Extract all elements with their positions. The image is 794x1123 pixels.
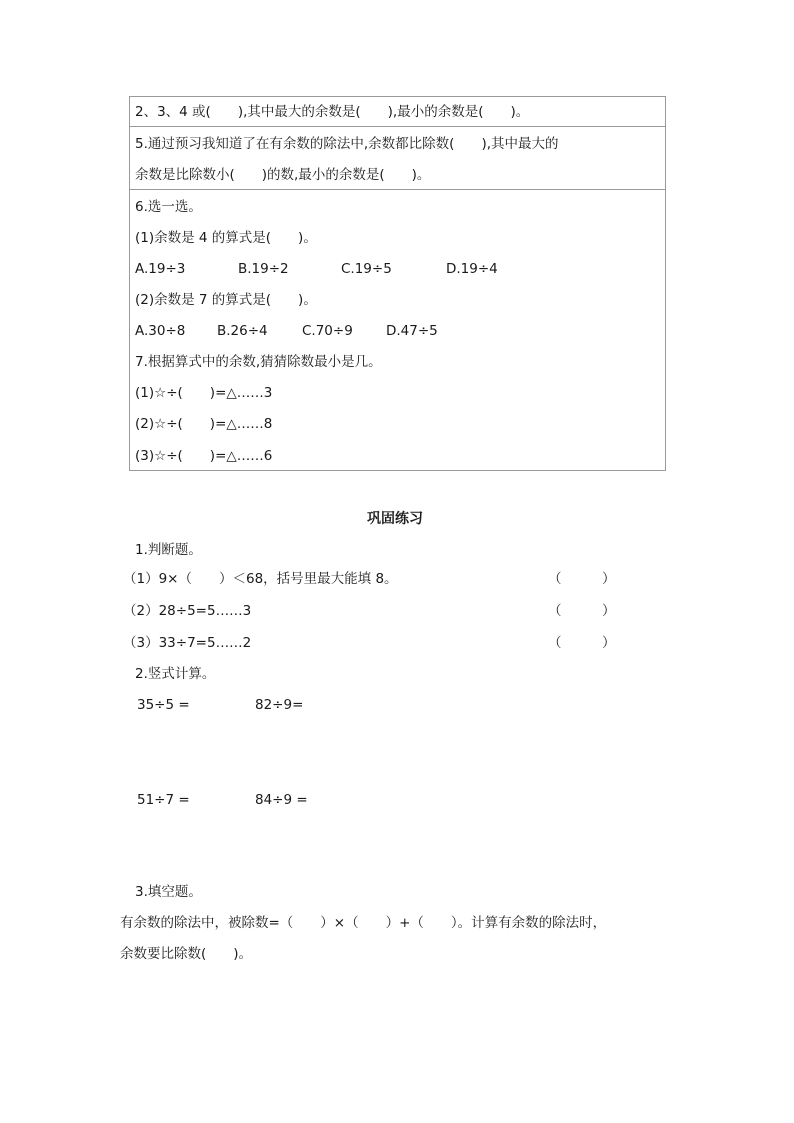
- question-7-item: (3)☆÷( )=△……6: [135, 448, 273, 464]
- practice-q1-title: 1.判断题。: [135, 542, 202, 558]
- fill-blank-line-1: 有余数的除法中，被除数=（ ）×（ ）+（ ）。计算有余数的除法时，: [120, 915, 607, 931]
- row-divider: [129, 189, 666, 190]
- option-d: D.19÷4: [446, 261, 498, 277]
- answer-bracket: （ ）: [548, 571, 616, 587]
- practice-q2-title: 2.竖式计算。: [135, 666, 216, 682]
- option-b: B.26÷4: [217, 323, 268, 339]
- question-6-title: 6.选一选。: [135, 199, 202, 215]
- option-b: B.19÷2: [238, 261, 289, 277]
- option-d: D.47÷5: [386, 323, 438, 339]
- question-7-title: 7.根据算式中的余数,猜猜除数最小是几。: [135, 354, 382, 370]
- answer-bracket: （ ）: [548, 635, 616, 651]
- answer-bracket: （ ）: [548, 603, 616, 619]
- option-a: A.30÷8: [135, 323, 186, 339]
- judge-item: （1）9×（ ）＜68，括号里最大能填 8。: [123, 571, 398, 587]
- calc-item: 35÷5 =: [137, 697, 190, 713]
- option-c: C.70÷9: [302, 323, 353, 339]
- question-5-line-1: 5.通过预习我知道了在有余数的除法中,余数都比除数( ),其中最大的: [135, 136, 559, 152]
- row-divider: [129, 126, 666, 127]
- judge-item: （2）28÷5=5……3: [123, 603, 252, 619]
- question-6-2: (2)余数是 7 的算式是( )。: [135, 292, 317, 308]
- fill-blank-line-2: 余数要比除数( )。: [120, 946, 253, 962]
- question-7-item: (1)☆÷( )=△……3: [135, 385, 273, 401]
- calc-item: 82÷9=: [255, 697, 304, 713]
- question-5-line-2: 余数是比除数小( )的数,最小的余数是( )。: [135, 167, 431, 183]
- calc-item: 51÷7 =: [137, 792, 190, 808]
- judge-item: （3）33÷7=5……2: [123, 635, 252, 651]
- option-a: A.19÷3: [135, 261, 186, 277]
- question-6-1: (1)余数是 4 的算式是( )。: [135, 230, 317, 246]
- practice-q3-title: 3.填空题。: [135, 884, 202, 900]
- option-c: C.19÷5: [341, 261, 392, 277]
- question-4: 2、3、4 或( ),其中最大的余数是( ),最小的余数是( )。: [135, 104, 530, 120]
- question-7-item: (2)☆÷( )=△……8: [135, 416, 273, 432]
- section-title: 巩固练习: [367, 511, 423, 527]
- calc-item: 84÷9 =: [255, 792, 308, 808]
